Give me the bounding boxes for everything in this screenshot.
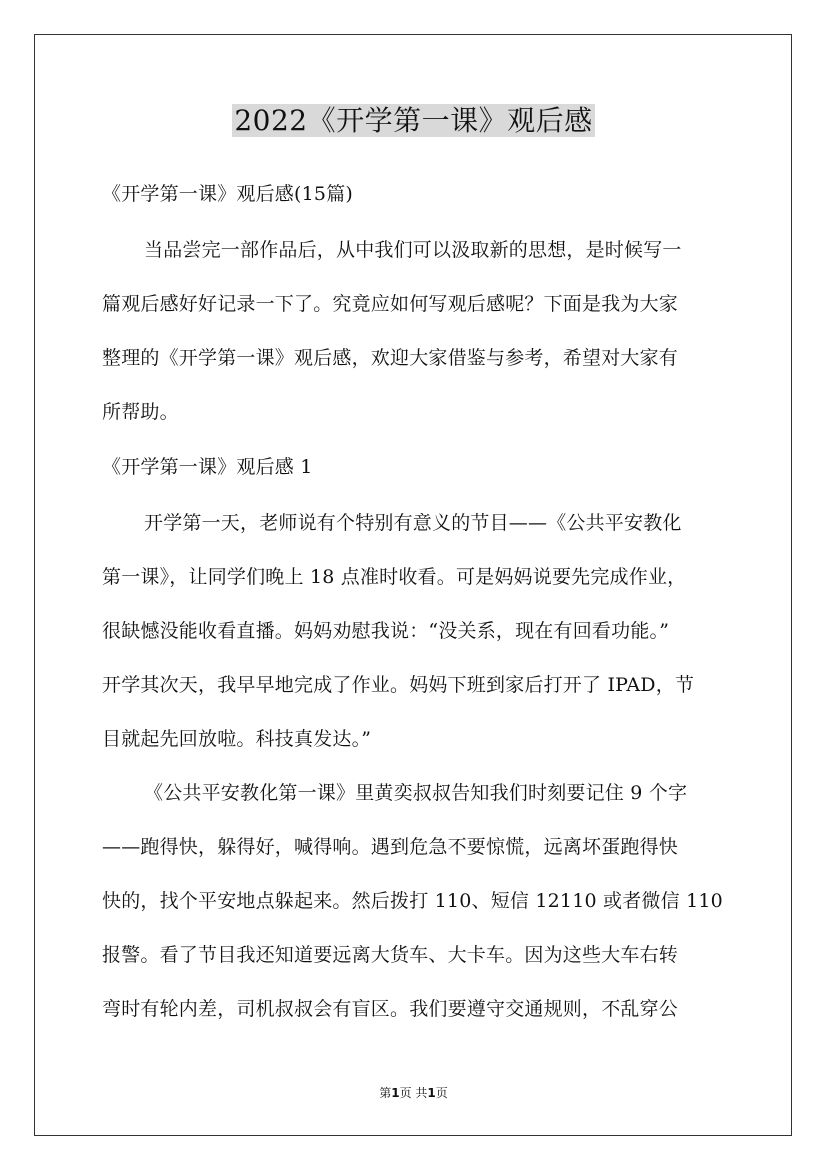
paragraph-line: 弯时有轮内差，司机叔叔会有盲区。我们要遵守交通规则，不乱穿公 bbox=[102, 998, 679, 1020]
footer-page-total: 1 bbox=[427, 1086, 436, 1100]
intro-line: 所帮助。 bbox=[102, 401, 179, 423]
subheading: 《开学第一课》观后感(15篇) bbox=[102, 183, 354, 205]
footer-page-current: 1 bbox=[391, 1086, 400, 1100]
paragraph-line: 报警。看了节目我还知道要远离大货车、大卡车。因为这些大车右转 bbox=[102, 944, 679, 966]
paragraph-line: 第一课》，让同学们晚上 18 点准时收看。可是妈妈说要先完成作业， bbox=[102, 566, 687, 588]
paragraph-line: ——跑得快，躲得好，喊得响。遇到危急不要惊慌，远离坏蛋跑得快 bbox=[102, 836, 679, 858]
intro-line: 整理的《开学第一课》观后感，欢迎大家借鉴与参考，希望对大家有 bbox=[102, 347, 679, 369]
paragraph-line: 很缺憾没能收看直播。妈妈劝慰我说：“没关系，现在有回看功能。” bbox=[102, 620, 670, 642]
document-title-block bbox=[0, 98, 827, 144]
footer-page-suffix: 页 bbox=[435, 1086, 448, 1100]
footer-page-prefix: 第 bbox=[379, 1086, 392, 1100]
footer-page-mid: 页 共 bbox=[399, 1086, 428, 1100]
paragraph-line: 开学第一天，老师说有个特别有意义的节目——《公共平安教化 bbox=[144, 512, 682, 534]
section-heading: 《开学第一课》观后感 1 bbox=[102, 456, 313, 478]
intro-line: 篇观后感好好记录一下了。究竟应如何写观后感呢？下面是我为大家 bbox=[102, 293, 679, 315]
paragraph-line: 快的，找个平安地点躲起来。然后拨打 110、短信 12110 或者微信 110 bbox=[102, 890, 723, 912]
paragraph-line: 《公共平安教化第一课》里黄奕叔叔告知我们时刻要记住 9 个字 bbox=[144, 782, 688, 804]
document-title: 2022《开学第一课》观后感 bbox=[234, 104, 593, 137]
intro-line: 当品尝完一部作品后，从中我们可以汲取新的思想，是时候写一 bbox=[144, 239, 682, 261]
page-footer bbox=[0, 1084, 827, 1101]
paragraph-line: 开学其次天，我早早地完成了作业。妈妈下班到家后打开了 IPAD，节 bbox=[102, 674, 695, 696]
paragraph-line: 目就起先回放啦。科技真发达。” bbox=[102, 728, 372, 750]
